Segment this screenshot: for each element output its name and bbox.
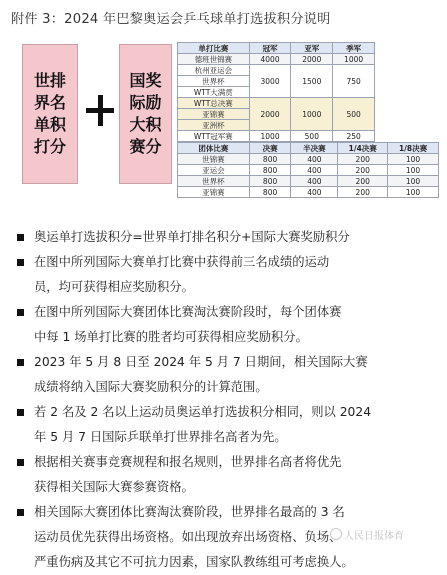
points-cell: 750 bbox=[333, 65, 375, 98]
list-item-text: 奥运单打选拔积分=世界单打排名积分+国际大赛奖励积分 bbox=[34, 230, 350, 244]
points-cell: 1000 bbox=[291, 98, 333, 131]
list-item-text: 员，均可获得相应奖励积分。 bbox=[34, 280, 194, 294]
box-left-line: 世排 bbox=[33, 71, 66, 90]
table-header-row bbox=[178, 43, 375, 54]
table-header-cell: 决赛 bbox=[249, 143, 291, 154]
table-row bbox=[178, 187, 439, 198]
list-item-text: 根据相关赛事竞赛规程和报名规则，世界排名高者将优先 bbox=[34, 455, 342, 469]
table-header-cell: 半决赛 bbox=[291, 143, 338, 154]
table-row bbox=[178, 131, 375, 142]
event-cell: WTT总决赛 bbox=[178, 98, 250, 109]
event-cell: 世界杯 bbox=[178, 176, 250, 187]
list-item-text: 获得相关国际大赛参赛资格。 bbox=[34, 480, 194, 494]
table-header-cell: 团体比赛 bbox=[178, 143, 250, 154]
bullet-icon bbox=[17, 459, 24, 466]
box-mid-line: 大积 bbox=[129, 115, 162, 134]
table-header-cell: 亚军 bbox=[291, 43, 333, 54]
bullet-icon bbox=[17, 359, 24, 366]
list-item-text: 若 2 名及 2 名以上运动员奥运单打选拔积分相同，则以 2024 bbox=[34, 405, 372, 419]
table-row bbox=[178, 165, 439, 176]
points-cell: 400 bbox=[291, 154, 338, 165]
points-cell: 100 bbox=[388, 165, 439, 176]
event-cell: 德班世锦赛 bbox=[178, 54, 250, 65]
points-cell: 400 bbox=[291, 187, 338, 198]
points-cell: 1000 bbox=[249, 131, 291, 142]
points-cell: 200 bbox=[338, 154, 388, 165]
list-item-text: 在图中所列国际大赛团体比赛淘汰赛阶段时，每个团体赛 bbox=[34, 305, 342, 319]
points-cell: 500 bbox=[333, 98, 375, 131]
event-cell: WTT冠军赛 bbox=[178, 131, 250, 142]
weibo-icon bbox=[330, 528, 342, 540]
box-left-line: 界名 bbox=[33, 93, 66, 112]
box-mid-line: 国奖 bbox=[129, 71, 162, 90]
world-ranking-points-box bbox=[22, 44, 78, 184]
bullet-icon bbox=[17, 234, 24, 241]
page-title: 附件 3：2024 年巴黎奥运会乒乓球单打选拔积分说明 bbox=[11, 12, 331, 27]
list-item-text: 成绩将纳入国际大赛奖励积分的计算范围。 bbox=[34, 380, 268, 394]
points-cell: 100 bbox=[388, 176, 439, 187]
table-row bbox=[178, 54, 375, 65]
list-item-text: 在图中所列国际大赛单打比赛中获得前三名成绩的运动 bbox=[34, 255, 330, 269]
table-row bbox=[178, 154, 439, 165]
plus-icon bbox=[86, 84, 114, 144]
event-cell: 世界杯 bbox=[178, 76, 250, 87]
table-row bbox=[178, 176, 439, 187]
points-cell: 250 bbox=[333, 131, 375, 142]
points-cell: 1000 bbox=[333, 54, 375, 65]
event-cell: 世锦赛 bbox=[178, 154, 250, 165]
international-bonus-points-box bbox=[119, 44, 172, 184]
table-row bbox=[178, 98, 375, 109]
points-cell: 200 bbox=[338, 176, 388, 187]
bullet-icon bbox=[17, 309, 24, 316]
rules-list bbox=[16, 225, 436, 575]
points-cell: 400 bbox=[291, 176, 338, 187]
points-cell: 200 bbox=[338, 187, 388, 198]
list-item-text: 中每 1 场单打比赛的胜者均可获得相应奖励积分。 bbox=[34, 330, 308, 344]
event-cell: 杭州亚运会 bbox=[178, 65, 250, 76]
list-item-text: 年 5 月 7 日国际乒联单打世界排名高者为先。 bbox=[34, 430, 287, 444]
table-row bbox=[178, 65, 375, 76]
points-cell: 1500 bbox=[291, 65, 333, 98]
points-cell: 800 bbox=[249, 187, 291, 198]
team-points-table bbox=[177, 142, 439, 198]
bullet-icon bbox=[17, 409, 24, 416]
box-left-line: 单积 bbox=[33, 115, 66, 134]
points-cell: 2000 bbox=[249, 98, 291, 131]
list-item bbox=[16, 225, 436, 250]
list-item-text: 严重伤病及其它不可抗力因素，国家队教练组可考虑换人。 bbox=[34, 555, 354, 569]
singles-points-table bbox=[177, 42, 375, 142]
table-header-cell: 1/8决赛 bbox=[388, 143, 439, 154]
points-cell: 400 bbox=[291, 165, 338, 176]
list-item-text: 相关国际大赛团体比赛淘汰赛阶段，世界排名最高的 3 名 bbox=[34, 505, 345, 519]
event-cell: 亚锦赛 bbox=[178, 109, 250, 120]
points-cell: 3000 bbox=[249, 65, 291, 98]
points-cell: 800 bbox=[249, 154, 291, 165]
points-cell: 100 bbox=[388, 154, 439, 165]
watermark-text: 人民日报体育 bbox=[344, 531, 404, 542]
list-item bbox=[16, 350, 436, 400]
bullet-icon bbox=[17, 259, 24, 266]
points-cell: 100 bbox=[388, 187, 439, 198]
table-header-cell: 1/4决赛 bbox=[338, 143, 388, 154]
points-cell: 500 bbox=[291, 131, 333, 142]
points-cell: 800 bbox=[249, 165, 291, 176]
table-header-cell: 单打比赛 bbox=[178, 43, 250, 54]
list-item bbox=[16, 450, 436, 500]
bullet-icon bbox=[17, 509, 24, 516]
list-item bbox=[16, 300, 436, 350]
points-cell: 200 bbox=[338, 165, 388, 176]
watermark bbox=[330, 527, 404, 542]
points-cell: 2000 bbox=[291, 54, 333, 65]
table-header-row bbox=[178, 143, 439, 154]
event-cell: 亚锦赛 bbox=[178, 187, 250, 198]
list-item-text: 2023 年 5 月 8 日至 2024 年 5 月 7 日期间，相关国际大赛 bbox=[34, 355, 368, 369]
table-header-cell: 冠军 bbox=[249, 43, 291, 54]
box-left-line: 打分 bbox=[33, 137, 66, 156]
table-header-cell: 季军 bbox=[333, 43, 375, 54]
event-cell: 亚运会 bbox=[178, 165, 250, 176]
list-item-text: 运动员优先获得出场资格。如出现放弃出场资格、负场、 bbox=[34, 530, 342, 544]
box-mid-line: 赛分 bbox=[129, 137, 162, 156]
event-cell: 亚洲杯 bbox=[178, 120, 250, 131]
event-cell: WTT大满贯 bbox=[178, 87, 250, 98]
list-item bbox=[16, 250, 436, 300]
points-cell: 800 bbox=[249, 176, 291, 187]
box-mid-line: 际励 bbox=[129, 93, 162, 112]
points-cell: 4000 bbox=[249, 54, 291, 65]
list-item bbox=[16, 400, 436, 450]
